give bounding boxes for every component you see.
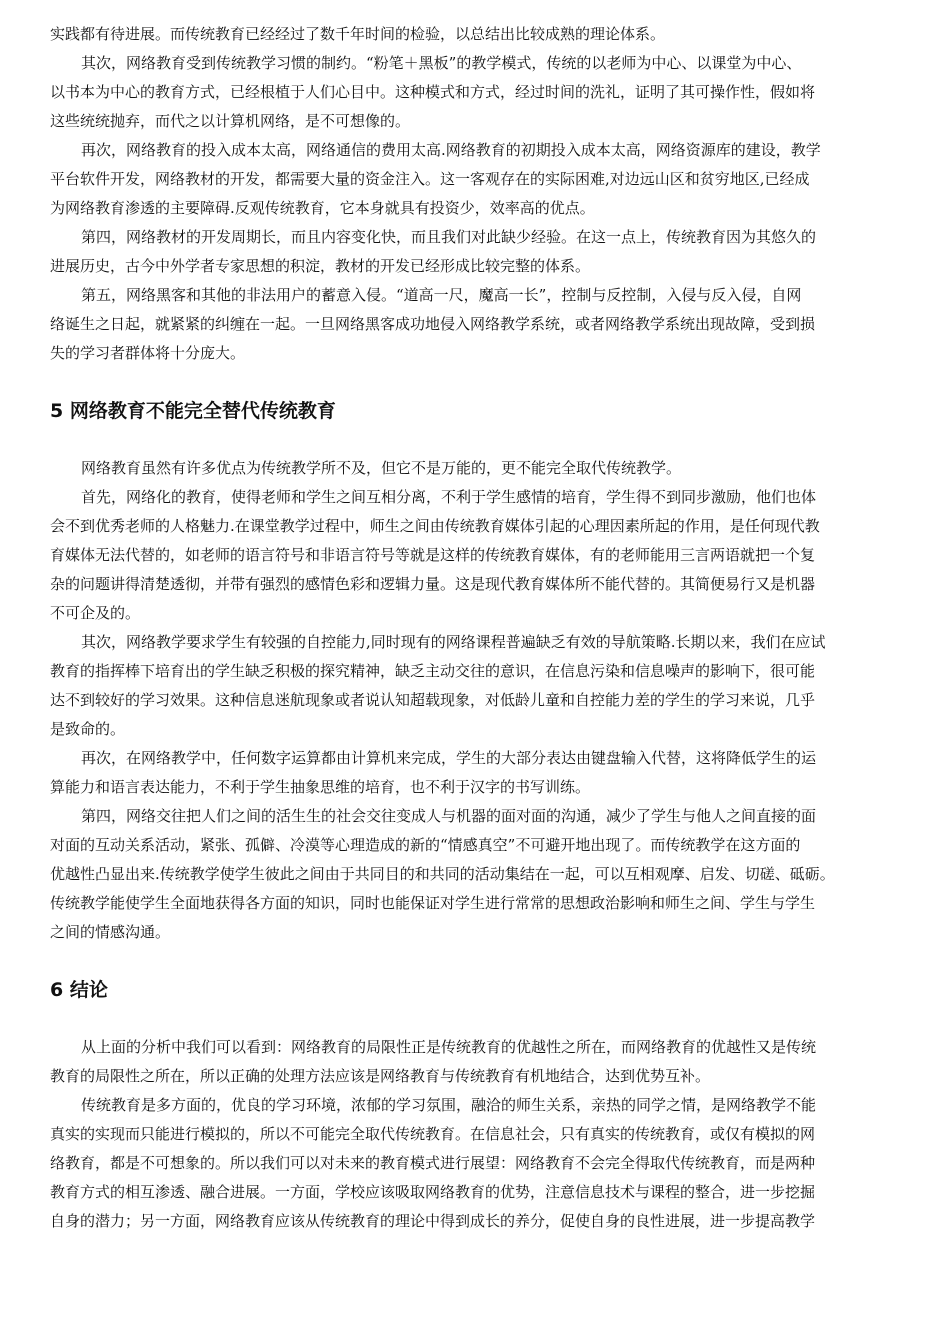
text-line: 真实的实现而只能进行模拟的，所以不可能完全取代传统教育。在信息社会，只有真实的传统教育，或仅有模拟的网 [50, 1125, 816, 1143]
text-line: 平台软件开发，网络教材的开发，都需要大量的资金注入。这一客观存在的实际困难,对边远山区和贫穷地区,已经成 [50, 170, 810, 188]
paragraph [50, 1091, 912, 1236]
text-line: 其次，网络教育受到传统教学习惯的制约。“粉笔＋黑板”的教学模式，传统的以老师为中心、以课堂为中心、 [81, 54, 802, 72]
section-4-tail [50, 20, 912, 368]
paragraph [50, 628, 912, 744]
text-line: 教育的指挥棒下培育出的学生缺乏积极的探究精神，缺乏主动交往的意识，在信息污染和信息噪声的影响下，很可能 [50, 662, 816, 680]
paragraph [50, 20, 912, 49]
paragraph [50, 1033, 912, 1091]
paragraph [50, 483, 912, 628]
paragraph [50, 223, 912, 281]
section-heading: 5 网络教育不能完全替代传统教育 [50, 400, 336, 422]
text-line: 再次，网络教育的投入成本太高，网络通信的费用太高.网络教育的初期投入成本太高，网络资源库的建设，教学 [81, 141, 821, 159]
paragraph [50, 49, 912, 136]
text-line: 教育方式的相互渗透、融合进展。一方面，学校应该吸取网络教育的优势，注意信息技术与课程的整合，进一步挖掘 [50, 1183, 816, 1201]
text-line: 其次，网络教学要求学生有较强的自控能力,同时现有的网络课程普遍缺乏有效的导航策略.长期以来，我们在应试 [81, 633, 826, 651]
paragraph [50, 281, 912, 368]
text-line: 算能力和语言表达能力，不利于学生抽象思维的培育，也不利于汉字的书写训练。 [50, 778, 591, 796]
text-line: 实践都有待进展。而传统教育已经经过了数千年时间的检验，以总结出比较成熟的理论体系。 [50, 25, 666, 43]
text-line: 传统教学能使学生全面地获得各方面的知识，同时也能保证对学生进行常常的思想政治影响和师生之间、学生与学生 [50, 894, 816, 912]
section-5-body [50, 454, 912, 947]
text-line: 传统教育是多方面的，优良的学习环境，浓郁的学习氛围，融洽的师生关系，亲热的同学之情，是网络教学不能 [81, 1096, 817, 1114]
text-line: 失的学习者群体将十分庞大。 [50, 344, 246, 362]
text-line: 从上面的分析中我们可以看到：网络教育的局限性正是传统教育的优越性之所在，而网络教育的优越性又是传统 [81, 1038, 817, 1056]
text-line: 优越性凸显出来.传统教学使学生彼此之间由于共同目的和共同的活动集结在一起，可以互相观摩、启发、切磋、砥砺。 [50, 865, 835, 883]
paragraph [50, 136, 912, 223]
text-line: 达不到较好的学习效果。这种信息迷航现象或者说认知超载现象，对低龄儿童和自控能力差的学生的学习来说，几乎 [50, 691, 816, 709]
section-6-body [50, 1033, 912, 1236]
text-line: 教育的局限性之所在，所以正确的处理方法应该是网络教育与传统教育有机地结合，达到优势互补。 [50, 1067, 711, 1085]
text-line: 是致命的。 [50, 720, 126, 738]
text-line: 络诞生之日起，就紧紧的纠缠在一起。一旦网络黑客成功地侵入网络教学系统，或者网络教学系统出现故障，受到损 [50, 315, 816, 333]
text-line: 以书本为中心的教育方式，已经根植于人们心目中。这种模式和方式，经过时间的洗礼，证明了其可操作性，假如将 [50, 83, 816, 101]
text-line: 育媒体无法代替的，如老师的语言符号和非语言符号等就是这样的传统教育媒体，有的老师能用三言两语就把一个复 [50, 546, 816, 564]
document-page [50, 20, 912, 1236]
section-heading: 6 结论 [50, 979, 108, 1001]
text-line: 为网络教育渗透的主要障碍.反观传统教育，它本身就具有投资少，效率高的优点。 [50, 199, 595, 217]
text-line: 络教育，都是不可想象的。所以我们可以对未来的教育模式进行展望：网络教育不会完全得取代传统教育，而是两种 [50, 1154, 816, 1172]
text-line: 之间的情感沟通。 [50, 923, 171, 941]
text-line: 网络教育虽然有许多优点为传统教学所不及，但它不是万能的，更不能完全取代传统教学。 [81, 459, 682, 477]
paragraph [50, 744, 912, 802]
text-line: 会不到优秀老师的人格魅力.在课堂教学过程中，师生之间由传统教育媒体引起的心理因素所起的作用，是任何现代教 [50, 517, 820, 535]
text-line: 首先，网络化的教育，使得老师和学生之间互相分离，不利于学生感情的培育，学生得不到同步激励，他们也体 [81, 488, 817, 506]
text-line: 自身的潜力；另一方面，网络教育应该从传统教育的理论中得到成长的养分，促使自身的良性进展，进一步提高教学 [50, 1212, 816, 1230]
text-line: 不可企及的。 [50, 604, 141, 622]
text-line: 再次，在网络教学中，任何数字运算都由计算机来完成，学生的大部分表达由键盘输入代替，这将降低学生的运 [81, 749, 817, 767]
text-line: 这些统统抛弃，而代之以计算机网络，是不可想像的。 [50, 112, 411, 130]
paragraph [50, 802, 912, 947]
text-line: 第五，网络黑客和其他的非法用户的蓄意入侵。“道高一尺，魔高一长”，控制与反控制，入侵与反入侵，自网 [81, 286, 802, 304]
text-line: 进展历史，古今中外学者专家思想的积淀，教材的开发已经形成比较完整的体系。 [50, 257, 591, 275]
text-line: 第四，网络教材的开发周期长，而且内容变化快，而且我们对此缺少经验。在这一点上，传统教育因为其悠久的 [81, 228, 817, 246]
text-line: 对面的互动关系活动，紧张、孤僻、冷漠等心理造成的新的“情感真空”不可避开地出现了。而传统教学在这方面的 [50, 836, 801, 854]
text-line: 第四，网络交往把人们之间的活生生的社会交往变成人与机器的面对面的沟通，减少了学生与他人之间直接的面 [81, 807, 817, 825]
text-line: 杂的问题讲得清楚透彻，并带有强烈的感情色彩和逻辑力量。这是现代教育媒体所不能代替的。其简便易行又是机器 [50, 575, 816, 593]
paragraph [50, 454, 912, 483]
